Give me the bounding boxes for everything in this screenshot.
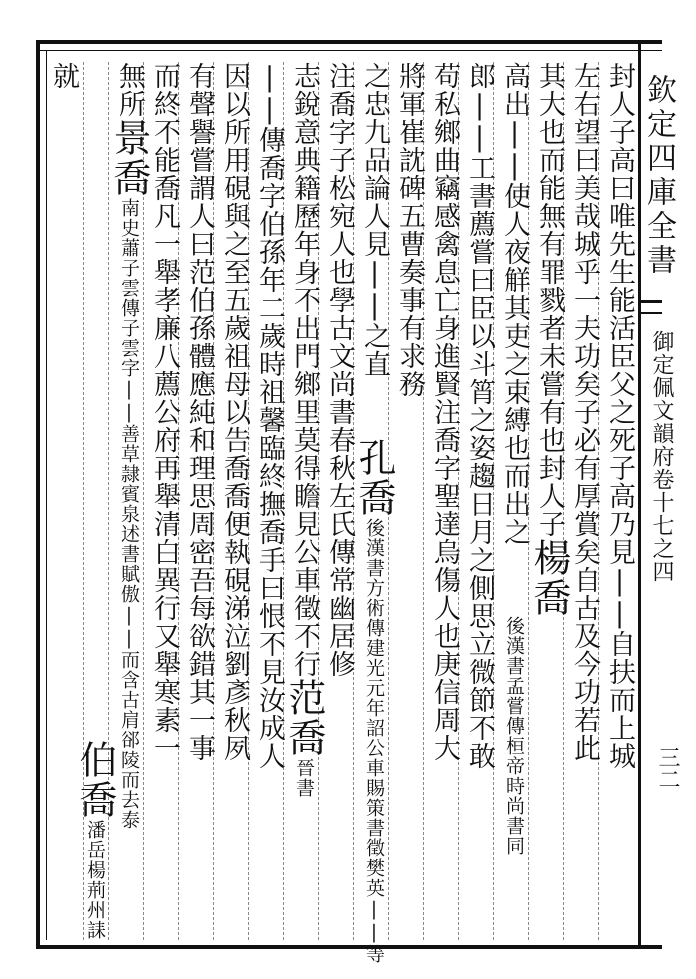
column-3-text: 其大也而能無有罪戮者未嘗有也封人子 [534,62,565,538]
column-9-text: 注喬字子松宛人也學古文尚書春秋左氏傳常幽居修 [324,62,355,678]
text-column-6: 苟私鄉曲竊感禽息亡身進賢注喬字聖達烏傷人也庚信周大 [429,62,460,762]
fan-qiao-note: 晉書 [293,758,315,798]
text-column-5: 郎||工書薦嘗曰臣以斗筲之姿趨日月之側思立微節不敢 [464,62,495,770]
text-column-14 [147,62,181,940]
section-title-text: 御定佩文韻府 [649,330,674,468]
bo-qiao-note: 潘岳楊荊州誄 [84,820,106,940]
column-10-text: 志銳意典籍歷年身不出門鄉里莫得瞻見公車徵不行 [289,62,320,678]
frame-bottom-rule [36,945,662,949]
headword-jing-qiao: 景喬 [107,118,151,198]
column-15-text: 無所 [114,62,145,118]
section-title [645,330,675,583]
text-column-11: ||傳喬字伯孫年二歲時祖馨臨終撫喬手曰恨不見汝成人 [254,62,285,770]
column-4-text: 高出||使人夜觧其吏之束縛也而出之 [499,62,530,546]
text-column-1: 封人子高曰唯先生能活臣父之死子高乃見||自扶而上城 [604,62,635,770]
fish-tail-upper [640,300,662,303]
fish-tail-lower [640,312,662,314]
text-column-3 [527,62,571,940]
frame-left-rule [36,40,40,949]
kong-qiao-note: 後漢書方術傳建光元年詔公車賜策書徵樊英||等 [363,518,385,964]
yang-qiao-note: 後漢書孟嘗傳桓帝時尚書同 [503,616,525,856]
frame-left-inner-rule [46,50,47,940]
text-column-10 [282,62,326,940]
frame-top-inner-rule [36,50,662,51]
text-column-4 [497,62,531,940]
text-column-7 [392,62,426,940]
frame-top-rule [36,40,662,44]
page-number: 三二 [655,746,680,790]
column-7-text: 將軍崔訦碑五曹奏事有求 [394,62,425,370]
headword-kong-qiao: 孔喬 [352,438,396,518]
column-16-text: 就 [48,62,79,90]
text-column-12: 因以所用硯與之至五歲祖母以告喬喬便執硯涕泣劉彥秋夙 [219,62,250,762]
headword-yang-qiao: 楊喬 [527,538,571,618]
kong-qiao-prefix: 務 [394,370,425,398]
column-14-text: 而終不能喬凡一舉孝廉八薦公府再舉清白異行又舉寒素一 [149,62,180,762]
text-column-8 [352,62,396,964]
text-column-13: 有聲譽嘗謂人曰范伯孫體應純和理思周密吾每欲錯其一事 [184,62,215,762]
column-8-text: 之忠九品論人見||之直 [359,62,390,378]
text-column-9 [322,62,356,940]
text-column-bo-qiao [73,740,117,940]
headword-fan-qiao: 范喬 [282,678,326,758]
headword-bo-qiao: 伯喬 [73,740,117,820]
book-title: 欽定四庫全書 [641,74,676,278]
volume-label: 卷十七之四 [649,468,674,583]
text-column-15 [107,62,151,940]
jing-qiao-note: 南史蕭子雲傳子雲字||善草隷賓泉述書賦傲||而含古肩郤陵而去泰 [118,198,140,830]
text-column-2: 左右望曰美哉城乎一夫功矣子必有厚賞矣自古及今功若此 [569,62,600,762]
